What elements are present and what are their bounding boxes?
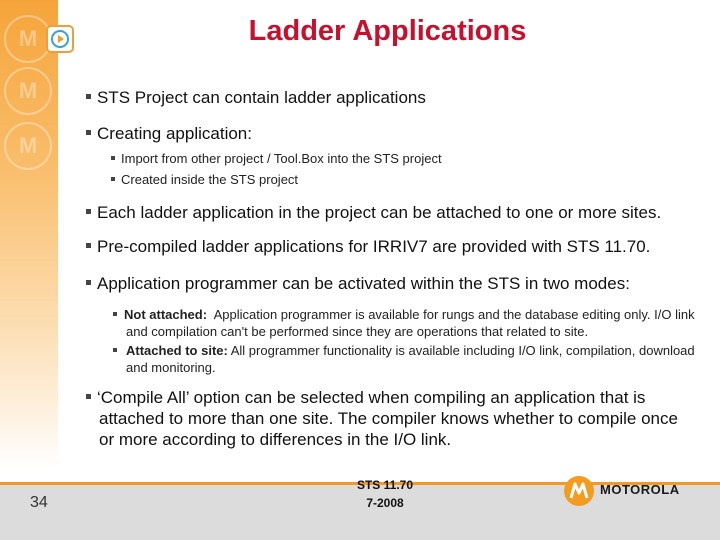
- mode-label: Attached to site:: [126, 343, 228, 358]
- version-label: STS 11.70: [356, 478, 414, 492]
- bullet-text: All programmer functionality is available including I/O link, compilation, download and monitoring.: [126, 343, 695, 375]
- watermark-logo-icon: [4, 67, 52, 115]
- page-number: 34: [30, 494, 48, 511]
- bullet-marker: [86, 94, 91, 99]
- bullet-marker: [111, 156, 115, 160]
- footer-version: [330, 476, 440, 512]
- bullet-text: Import from other project / Tool.Box into the STS project: [121, 151, 442, 166]
- bullet-text: Application programmer can be activated within the STS in two modes:: [97, 274, 630, 293]
- bullet-item: [86, 236, 650, 257]
- bullet-marker: [86, 280, 91, 285]
- slide-title: Ladder Applications: [248, 15, 527, 47]
- bullet-item: [86, 202, 661, 223]
- bullet-text: Creating application:: [97, 124, 252, 143]
- bullet-marker: [111, 177, 115, 181]
- bullet-text: ‘Compile All’ option can be selected when compiling an application that is attached to more than one site. The compiler knows whether to compile once or more according to differences in the I/O link.: [97, 388, 678, 449]
- sub-bullet-item: [113, 342, 703, 376]
- bullet-marker: [113, 312, 117, 316]
- date-label: 7-2008: [366, 496, 404, 510]
- bullet-item: [86, 273, 630, 294]
- bullet-marker: [86, 243, 91, 248]
- sub-bullet-item: [111, 150, 442, 167]
- bullet-text: Pre-compiled ladder applications for IRRIV7 are provided with STS 11.70.: [97, 237, 651, 256]
- bullet-marker: [113, 348, 117, 352]
- bullet-item: [86, 123, 252, 144]
- bullet-text: STS Project can contain ladder applications: [97, 88, 426, 107]
- bullet-marker: [86, 209, 91, 214]
- brand-name: MOTOROLA: [600, 482, 680, 497]
- bullet-marker: [86, 130, 91, 135]
- mode-label: Not attached:: [124, 307, 208, 322]
- bullet-text: Each ladder application in the project can be attached to one or more sites.: [97, 203, 662, 222]
- bullet-item: [86, 87, 426, 108]
- bullet-item: [86, 387, 686, 450]
- bullet-marker: [86, 394, 91, 399]
- bullet-text: Created inside the STS project: [121, 172, 299, 187]
- bullet-text: Application programmer is available for rungs and the database editing only. I/O link and compilation can't be performed since they are operations that related to site.: [126, 307, 695, 339]
- motorola-logo-icon: [564, 476, 594, 506]
- sub-bullet-item: [113, 306, 703, 340]
- watermark-logo-icon: [4, 122, 52, 170]
- decorative-sidebar: [0, 0, 58, 468]
- sub-bullet-item: [111, 171, 298, 188]
